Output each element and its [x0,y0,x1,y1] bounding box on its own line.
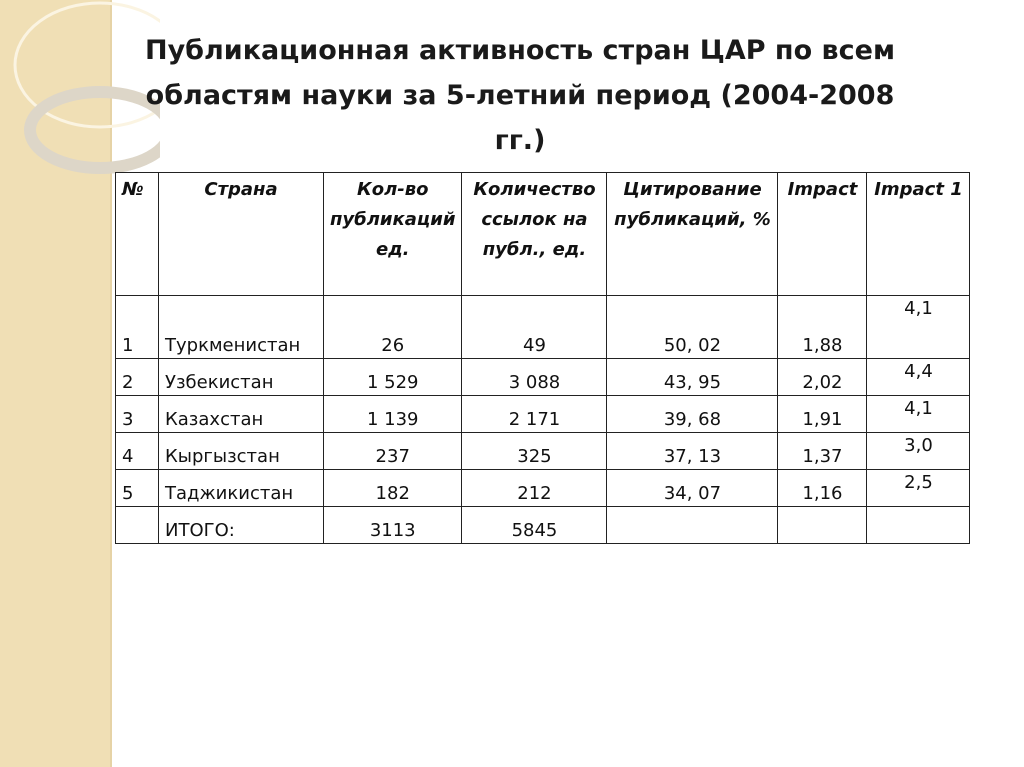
cell-impact: 1,91 [778,396,867,433]
header-number: № [116,173,159,296]
cell-impact: 2,02 [778,359,867,396]
cell-impact1: 3,0 [867,433,970,470]
cell-impact: 1,88 [778,296,867,359]
cell-total-publications: 3113 [324,507,462,544]
cell-publications: 1 139 [324,396,462,433]
cell-publications: 26 [324,296,462,359]
cell-citation: 50, 02 [607,296,778,359]
cell-impact1: 4,1 [867,396,970,433]
cell-citation: 43, 95 [607,359,778,396]
cell-publications: 182 [324,470,462,507]
table-row [116,433,970,470]
cell-number: 2 [116,359,159,396]
table-row [116,396,970,433]
cell-country: Туркменистан [159,296,324,359]
cell-number: 5 [116,470,159,507]
cell-number: 3 [116,396,159,433]
header-impact1: Impact 1 [867,173,970,296]
header-impact: Impact [778,173,867,296]
publication-table [115,172,970,544]
slide-title: Публикационная активность стран ЦАР по всем областям науки за 5-летний период (2004-2008 гг.) [144,35,896,156]
cell-citation: 37, 13 [607,433,778,470]
cell-references: 2 171 [462,396,607,433]
table-header-row [116,173,970,296]
cell-impact1: 4,1 [867,296,970,359]
cell-impact: 1,37 [778,433,867,470]
cell-references: 49 [462,296,607,359]
header-references: Количество ссылок на публ., ед. [462,173,607,296]
cell-empty [607,507,778,544]
cell-publications: 1 529 [324,359,462,396]
cell-empty [867,507,970,544]
cell-number: 4 [116,433,159,470]
cell-total-references: 5845 [462,507,607,544]
cell-impact: 1,16 [778,470,867,507]
cell-references: 3 088 [462,359,607,396]
cell-references: 212 [462,470,607,507]
cell-country: Казахстан [159,396,324,433]
header-citation: Цитирование публикаций, % [607,173,778,296]
cell-impact1: 2,5 [867,470,970,507]
cell-citation: 34, 07 [607,470,778,507]
table-row [116,359,970,396]
cell-impact1: 4,4 [867,359,970,396]
cell-country: Таджикистан [159,470,324,507]
cell-total-label: ИТОГО: [159,507,324,544]
cell-references: 325 [462,433,607,470]
cell-number: 1 [116,296,159,359]
table-row [116,470,970,507]
cell-country: Кыргызстан [159,433,324,470]
cell-empty [778,507,867,544]
cell-citation: 39, 68 [607,396,778,433]
header-country: Страна [159,173,324,296]
header-publications: Кол-во публикаций ед. [324,173,462,296]
table-total-row [116,507,970,544]
cell-publications: 237 [324,433,462,470]
cell-country: Узбекистан [159,359,324,396]
cell-number [116,507,159,544]
table-row [116,296,970,359]
